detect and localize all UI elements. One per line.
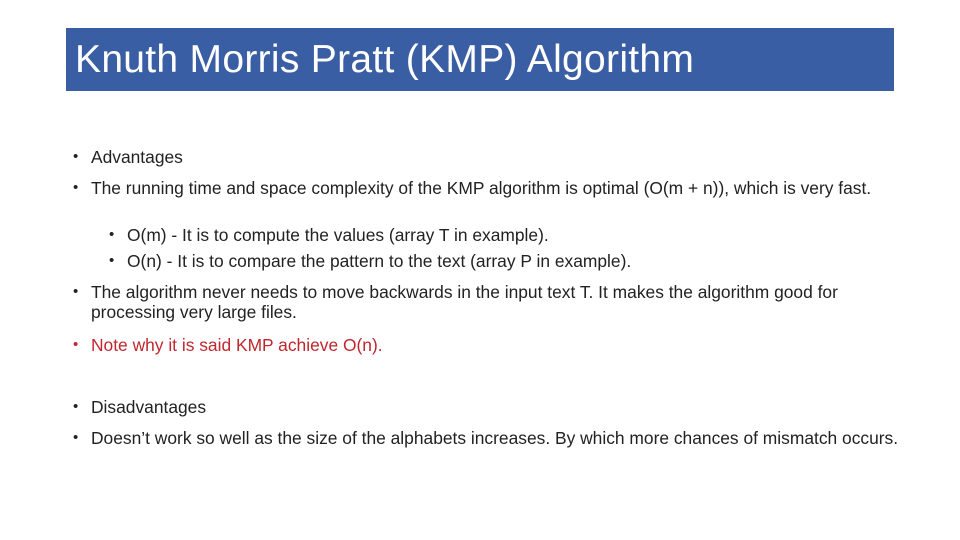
- bullet-item-disadvantages: [73, 397, 901, 417]
- bullet-item-note: [73, 335, 901, 355]
- bullet-icon: •: [73, 429, 79, 446]
- bullet-item-complexity: [73, 178, 901, 198]
- bullet-text: O(n) - It is to compare the pattern to the text (array P in example).: [127, 251, 632, 271]
- bullet-text: The algorithm never needs to move backwards in the input text T. It makes the algorithm good for processing very large files.: [91, 282, 838, 322]
- bullet-icon: •: [109, 226, 115, 243]
- bullet-text: O(m) - It is to compute the values (array T in example).: [127, 225, 549, 245]
- sub-bullet-item-o-n: [109, 251, 887, 271]
- sub-bullet-item-o-m: [109, 225, 887, 245]
- bullet-icon: •: [109, 252, 115, 269]
- bullet-icon: •: [73, 148, 79, 165]
- bullet-icon: •: [73, 179, 79, 196]
- bullet-text: Disadvantages: [91, 397, 207, 417]
- bullet-item-alphabet-size: [73, 428, 901, 448]
- bullet-icon: •: [73, 398, 79, 415]
- bullet-text: Note why it is said KMP achieve O(n).: [91, 335, 383, 355]
- bullet-text: Doesn’t work so well as the size of the alphabets increases. By which more chances of mismatch occurs.: [91, 428, 899, 448]
- bullet-item-advantages: [73, 147, 901, 167]
- bullet-icon: •: [73, 283, 79, 300]
- slide-title: Knuth Morris Pratt (KMP) Algorithm: [75, 37, 695, 81]
- bullet-text: Advantages: [91, 147, 183, 167]
- bullet-item-no-backtrack: [73, 282, 901, 322]
- bullet-text: The running time and space complexity of the KMP algorithm is optimal (O(m + n)), which is very fast.: [91, 178, 872, 198]
- bullet-icon: •: [73, 336, 79, 353]
